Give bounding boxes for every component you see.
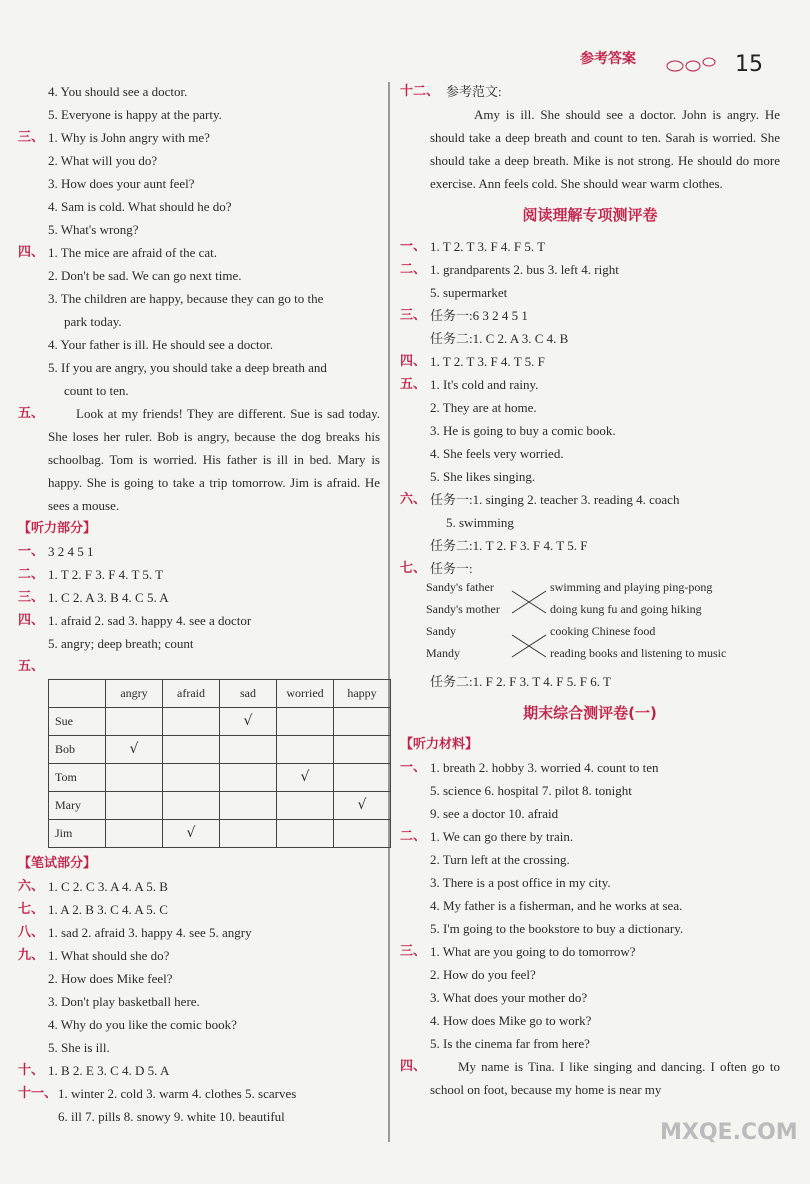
section-marker: 四、: [18, 245, 45, 260]
answer-text: 任务一:: [430, 561, 473, 576]
section-marker: 八、: [18, 925, 45, 940]
page-number: 15: [735, 52, 763, 77]
column-divider: [388, 82, 390, 1142]
answer-line: [400, 917, 780, 940]
table-header-cell: happy: [334, 680, 391, 708]
match-lines: [400, 580, 780, 670]
answer-line: [18, 1036, 380, 1059]
answer-text: 任务二:1. T 2. F 3. F 4. T 5. F: [430, 538, 588, 553]
check-cell: [163, 792, 220, 820]
answer-line: [18, 103, 380, 126]
wu-block: [18, 402, 380, 517]
table-header-cell: worried: [277, 680, 334, 708]
sample-heading: [400, 80, 780, 103]
answer-text: 1. Why is John angry with me?: [48, 130, 210, 145]
answer-line: [400, 419, 780, 442]
answer-text: 1. C 2. C 3. A 4. A 5. B: [48, 879, 168, 894]
answer-line: [400, 894, 780, 917]
feelings-table: [48, 679, 391, 848]
answer-line: [400, 1032, 780, 1055]
check-cell: [106, 708, 163, 736]
answer-line: [18, 921, 380, 944]
answer-text: 4. She feels very worried.: [430, 446, 564, 461]
answer-text: 1. afraid 2. sad 3. happy 4. see a doctor: [48, 613, 252, 628]
answer-line: [400, 373, 780, 396]
check-cell: [334, 764, 391, 792]
answer-text: 2. Turn left at the crossing.: [430, 852, 570, 867]
answer-line: [18, 379, 380, 402]
match-person: Sandy: [426, 624, 456, 638]
check-cell: [277, 820, 334, 848]
check-cell: [334, 708, 391, 736]
answer-line: [400, 557, 780, 580]
answer-text: 5. What's wrong?: [48, 222, 139, 237]
wu-paragraph: Look at my friends! They are different. Sue is sad today. She loses her ruler. Bob is angry, because the dog breaks his schoolbag. Tom is worried. His father is ill in bed. Mary is happy. She is going to take a trip tomorrow. Jim is afraid. He sees a mouse.: [48, 406, 380, 513]
table-header-cell: angry: [106, 680, 163, 708]
match-activity: reading books and listening to music: [550, 646, 727, 660]
section-marker: 五、: [18, 659, 45, 674]
section-marker: 十一、: [18, 1086, 58, 1101]
answer-text: 6. ill 7. pills 8. snowy 9. white 10. beautiful: [58, 1109, 285, 1124]
answer-text: 1. grandparents 2. bus 3. left 4. right: [430, 262, 619, 277]
row-name-cell: Sue: [49, 708, 106, 736]
check-cell: √: [277, 764, 334, 792]
answer-line: [18, 264, 380, 287]
section-marker: 七、: [400, 561, 427, 576]
answer-line: [18, 632, 380, 655]
answer-line: [400, 350, 780, 373]
answer-line: [18, 967, 380, 990]
answer-line: [400, 802, 780, 825]
answer-line: [18, 149, 380, 172]
table-header-cell: afraid: [163, 680, 220, 708]
answer-text: 9. see a doctor 10. afraid: [430, 806, 559, 821]
section-marker: 一、: [400, 760, 427, 775]
check-cell: √: [220, 708, 277, 736]
answer-line: [400, 825, 780, 848]
answer-text: 5. Is the cinema far from here?: [430, 1036, 590, 1051]
answer-text: 任务一:6 3 2 4 5 1: [430, 308, 528, 323]
answer-text: 1. winter 2. cold 3. warm 4. clothes 5. scarves: [58, 1086, 297, 1101]
si-paragraph: My name is Tina. I like singing and dancing. I often go to school on foot, because my home is near my: [430, 1059, 780, 1097]
answer-text: 4. You should see a doctor.: [48, 84, 188, 99]
answer-line: [400, 1009, 780, 1032]
check-cell: [277, 792, 334, 820]
section-marker: 十二、: [400, 84, 440, 99]
answer-line: [400, 327, 780, 350]
table-row: [49, 764, 391, 792]
answer-text: 4. My father is a fisherman, and he works at sea.: [430, 898, 683, 913]
check-cell: √: [163, 820, 220, 848]
answer-text: 3. There is a post office in my city.: [430, 875, 611, 890]
answer-text: 2. What will you do?: [48, 153, 158, 168]
section-marker: 三、: [400, 944, 427, 959]
answer-text: 3. The children are happy, because they can go to the: [48, 291, 324, 306]
answer-text: 1. breath 2. hobby 3. worried 4. count to ten: [430, 760, 659, 775]
answer-text: 5. She is ill.: [48, 1040, 110, 1055]
answer-text: 1. What are you going to do tomorrow?: [430, 944, 636, 959]
answer-line: [400, 534, 780, 557]
answer-line: [18, 563, 380, 586]
answer-line: [400, 756, 780, 779]
answer-line: [18, 356, 380, 379]
check-cell: √: [334, 792, 391, 820]
answer-text: 3. How does your aunt feel?: [48, 176, 195, 191]
answer-text: 2. How does Mike feel?: [48, 971, 173, 986]
answer-line: [18, 875, 380, 898]
table-row: [49, 708, 391, 736]
answer-line: [18, 1105, 380, 1128]
answer-text: 1. B 2. E 3. C 4. D 5. A: [48, 1063, 170, 1078]
answer-text: 5. If you are angry, you should take a deep breath and: [48, 360, 327, 375]
table-row: [49, 736, 391, 764]
answer-text: 4. Your father is ill. He should see a doctor.: [48, 337, 273, 352]
table-header-cell: [49, 680, 106, 708]
row-name-cell: Mary: [49, 792, 106, 820]
answer-line: [400, 871, 780, 894]
answer-line: [18, 586, 380, 609]
check-cell: [163, 736, 220, 764]
sample-paragraph: Amy is ill. She should see a doctor. John is angry. He should take a deep breath and count to ten. Sarah is worried. She should take a deep breath. Mike is not strong. He should do more exercise. Ann feels cold. She should wear warm clothes.: [430, 107, 780, 191]
answer-line: [400, 779, 780, 802]
answer-text: 1. The mice are afraid of the cat.: [48, 245, 218, 260]
section-marker: 一、: [400, 239, 427, 254]
check-cell: [334, 820, 391, 848]
section-marker: 六、: [18, 879, 45, 894]
answer-line: [18, 241, 380, 264]
section-marker: 六、: [400, 492, 427, 507]
answer-line: [400, 963, 780, 986]
answer-text: 1. We can go there by train.: [430, 829, 574, 844]
section-marker: 三、: [18, 130, 45, 145]
check-cell: [277, 708, 334, 736]
section-marker: 七、: [18, 902, 45, 917]
section-marker: 四、: [400, 354, 427, 369]
reading-title: 阅读理解专项测评卷: [522, 206, 658, 224]
answer-line: [400, 258, 780, 281]
answer-text: 3. Don't play basketball here.: [48, 994, 200, 1009]
check-cell: [106, 792, 163, 820]
answer-text: 4. Sam is cold. What should he do?: [48, 199, 232, 214]
answer-text: 1. What should she do?: [48, 948, 170, 963]
answer-text: 1. It's cold and rainy.: [430, 377, 539, 392]
final-title: 期末综合测评卷(一): [523, 704, 657, 722]
answer-line: [18, 1082, 380, 1105]
answer-line: [18, 944, 380, 967]
final-heading: [400, 733, 780, 756]
answer-line: [18, 540, 380, 563]
answer-line: [400, 488, 780, 511]
answer-text: 3. He is going to buy a comic book.: [430, 423, 616, 438]
answer-text: 5. She likes singing.: [430, 469, 536, 484]
answer-line: [18, 990, 380, 1013]
answer-text: 1. T 2. T 3. F 4. T 5. F: [430, 354, 545, 369]
answer-text: 任务一:1. singing 2. teacher 3. reading 4. coach: [430, 492, 680, 507]
sample-label: 参考范文:: [446, 84, 502, 99]
answer-line: [400, 465, 780, 488]
match-person: Sandy's father: [426, 580, 494, 594]
brand-label: 参考答案: [580, 51, 636, 67]
answer-text: 5. supermarket: [430, 285, 508, 300]
section-marker: 四、: [18, 613, 45, 628]
section-marker: 二、: [18, 567, 45, 582]
answer-text: 1. sad 2. afraid 3. happy 4. see 5. angry: [48, 925, 252, 940]
answer-line: [18, 80, 380, 103]
match-activity: cooking Chinese food: [550, 624, 656, 638]
row-name-cell: Bob: [49, 736, 106, 764]
check-cell: [163, 764, 220, 792]
answer-text: 3. What does your mother do?: [430, 990, 588, 1005]
answer-text: 1. A 2. B 3. C 4. A 5. C: [48, 902, 168, 917]
answer-line: [400, 304, 780, 327]
answer-line: [400, 940, 780, 963]
match-activity: swimming and playing ping-pong: [550, 580, 713, 594]
si-block: [400, 1055, 780, 1101]
section-marker: 二、: [400, 262, 427, 277]
answer-line: [18, 218, 380, 241]
final-heading-label: 【听力材料】: [400, 737, 479, 752]
answer-line: [18, 287, 380, 310]
answer-line: [18, 609, 380, 632]
right-column: [400, 80, 780, 1101]
answer-line: [400, 442, 780, 465]
section-marker: 十、: [18, 1063, 45, 1078]
answer-line: [18, 195, 380, 218]
answer-text: 1. T 2. T 3. F 4. F 5. T: [430, 239, 546, 254]
answer-line: [400, 281, 780, 304]
decoration-icon: [655, 48, 725, 78]
left-column: [18, 80, 380, 1128]
answer-line: [400, 511, 780, 534]
table-row: [49, 820, 391, 848]
answer-line: [400, 848, 780, 871]
check-cell: [163, 708, 220, 736]
answer-text: 5. science 6. hospital 7. pilot 8. tonight: [430, 783, 632, 798]
answer-text: 1. C 2. A 3. B 4. C 5. A: [48, 590, 169, 605]
answer-text: 任务二:1. C 2. A 3. C 4. B: [430, 331, 569, 346]
answer-text: 2. How do you feel?: [430, 967, 536, 982]
answer-text: count to ten.: [64, 383, 129, 398]
answer-line: [18, 172, 380, 195]
section-marker: 五、: [400, 377, 427, 392]
answer-text: 4. How does Mike go to work?: [430, 1013, 592, 1028]
answer-text: 2. Don't be sad. We can go next time.: [48, 268, 242, 283]
task2-line: 任务二:1. F 2. F 3. T 4. F 5. F 6. T: [430, 674, 611, 689]
answer-line: [18, 1013, 380, 1036]
answer-line: [400, 396, 780, 419]
section-marker: 一、: [18, 544, 45, 559]
matching-exercise: [400, 580, 780, 670]
answer-text: 2. They are at home.: [430, 400, 537, 415]
check-cell: [277, 736, 334, 764]
section-marker: 五、: [18, 406, 45, 421]
row-name-cell: Jim: [49, 820, 106, 848]
table-row: [49, 792, 391, 820]
check-cell: [334, 736, 391, 764]
answer-line: [400, 235, 780, 258]
check-cell: [106, 820, 163, 848]
check-cell: [106, 764, 163, 792]
listening-heading: 【听力部分】: [18, 521, 97, 536]
table-header-cell: sad: [220, 680, 277, 708]
answer-line: [18, 310, 380, 333]
check-cell: [220, 764, 277, 792]
match-person: Mandy: [426, 646, 460, 660]
check-cell: √: [106, 736, 163, 764]
answer-text: 5. Everyone is happy at the party.: [48, 107, 222, 122]
answer-text: park today.: [64, 314, 122, 329]
check-cell: [220, 820, 277, 848]
answer-line: [18, 126, 380, 149]
watermark: MXQE.COM: [660, 1120, 798, 1145]
answer-line: [400, 986, 780, 1009]
answer-line: [18, 333, 380, 356]
section-marker: 四、: [400, 1059, 427, 1074]
section-marker: 九、: [18, 948, 45, 963]
answer-text: 5. I'm going to the bookstore to buy a dictionary.: [430, 921, 684, 936]
answer-text: 1. T 2. F 3. F 4. T 5. T: [48, 567, 164, 582]
answer-line: [18, 898, 380, 921]
section-marker: 三、: [400, 308, 427, 323]
match-person: Sandy's mother: [426, 602, 500, 616]
section-marker: 三、: [18, 590, 45, 605]
answer-text: 5. swimming: [446, 515, 514, 530]
answer-text: 5. angry; deep breath; count: [48, 636, 194, 651]
check-cell: [220, 736, 277, 764]
row-name-cell: Tom: [49, 764, 106, 792]
answer-line: [18, 1059, 380, 1082]
answer-text: 4. Why do you like the comic book?: [48, 1017, 237, 1032]
section-marker: 二、: [400, 829, 427, 844]
writing-heading: 【笔试部分】: [18, 856, 97, 871]
answer-text: 3 2 4 5 1: [48, 544, 94, 559]
check-cell: [220, 792, 277, 820]
match-activity: doing kung fu and going hiking: [550, 602, 702, 616]
